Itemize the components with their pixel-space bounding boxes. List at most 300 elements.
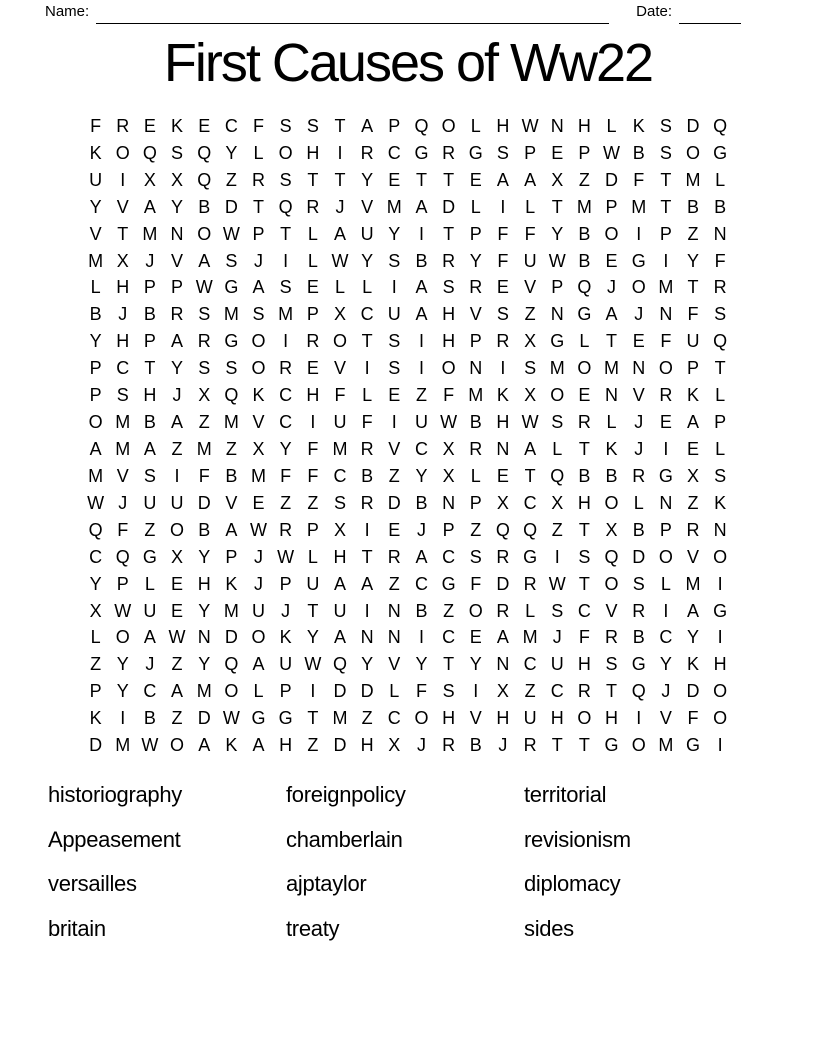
grid-letter: S (388, 331, 401, 352)
grid-letter: L (362, 277, 373, 298)
grid-letter: B (578, 250, 591, 271)
grid-letter: T (524, 465, 536, 486)
grid-letter: P (605, 196, 618, 217)
grid-letter: D (496, 573, 510, 594)
grid-letter: Y (469, 250, 482, 271)
grid-letter: A (252, 654, 265, 675)
grid-letter: N (387, 600, 401, 621)
grid-letter: A (333, 627, 346, 648)
grid-letter: A (198, 735, 211, 756)
grid-letter: T (660, 169, 672, 190)
grid-letter: Y (116, 654, 129, 675)
grid-letter: I (663, 439, 669, 460)
grid-letter: L (253, 142, 264, 163)
grid-letter: M (115, 735, 131, 756)
grid-letter: X (687, 465, 700, 486)
grid-letter: U (279, 654, 293, 675)
grid-letter: Y (306, 627, 319, 648)
grid-letter: B (632, 627, 645, 648)
grid-letter: B (89, 304, 102, 325)
grid-letter: Y (361, 169, 374, 190)
grid-letter: V (469, 708, 482, 729)
grid-letter: Y (89, 573, 102, 594)
grid-letter: F (687, 304, 699, 325)
grid-letter: I (418, 358, 424, 379)
grid-letter: E (252, 492, 265, 513)
grid-letter: Z (443, 600, 455, 621)
grid-letter: I (310, 412, 316, 433)
grid-letter: R (496, 600, 510, 621)
grid-letter: X (496, 681, 509, 702)
grid-letter: W (222, 223, 240, 244)
grid-letter: D (333, 681, 347, 702)
grid-letter: H (306, 142, 320, 163)
grid-letter: U (686, 331, 700, 352)
grid-letter: U (360, 223, 374, 244)
grid-letter: S (524, 358, 537, 379)
grid-letter: D (605, 169, 619, 190)
grid-letter: R (469, 439, 483, 460)
grid-letter: T (578, 573, 590, 594)
grid-letter: T (117, 223, 129, 244)
grid-letter: O (604, 573, 619, 594)
grid-letter: F (280, 465, 292, 486)
grid-letter: T (144, 358, 156, 379)
grid-letter: Z (307, 735, 319, 756)
word-list-item: revisionism (524, 826, 631, 852)
grid-letter: Q (550, 465, 565, 486)
grid-letter: C (523, 492, 537, 513)
grid-letter: U (143, 600, 157, 621)
grid-letter: P (89, 385, 102, 406)
grid-letter: Z (361, 708, 373, 729)
grid-letter: S (659, 142, 672, 163)
grid-letter: R (252, 169, 266, 190)
grid-letter: S (551, 412, 564, 433)
grid-letter: R (116, 115, 130, 136)
grid-letter: F (90, 115, 102, 136)
grid-letter: J (634, 439, 644, 460)
grid-letter: M (115, 439, 131, 460)
grid-letter: Q (604, 546, 619, 567)
grid-letter: I (391, 277, 397, 298)
grid-letter: Y (361, 654, 374, 675)
grid-letter: F (687, 708, 699, 729)
grid-letter: Y (687, 627, 700, 648)
grid-letter: I (500, 358, 506, 379)
grid-letter: A (89, 439, 102, 460)
grid-letter: P (143, 331, 156, 352)
grid-letter: P (116, 573, 129, 594)
grid-letter: G (278, 708, 293, 729)
grid-letter: M (251, 465, 267, 486)
grid-letter: R (523, 573, 537, 594)
date-label: Date: (636, 3, 672, 20)
grid-letter: Z (171, 654, 183, 675)
grid-letter: Q (414, 115, 429, 136)
grid-letter: R (632, 465, 646, 486)
grid-letter: S (198, 358, 211, 379)
grid-letter: M (631, 196, 647, 217)
grid-letter: V (605, 600, 618, 621)
grid-letter: P (659, 223, 672, 244)
grid-letter: Z (171, 708, 183, 729)
grid-letter: Q (224, 654, 239, 675)
grid-letter: R (469, 277, 483, 298)
grid-letter: B (415, 492, 428, 513)
grid-letter: O (251, 627, 266, 648)
grid-letter: J (607, 277, 617, 298)
grid-letter: M (549, 358, 565, 379)
grid-letter: B (415, 250, 428, 271)
grid-letter: S (225, 250, 238, 271)
grid-letter: O (332, 331, 347, 352)
grid-letter: B (143, 708, 156, 729)
grid-letter: O (88, 412, 103, 433)
grid-letter: I (636, 708, 642, 729)
grid-letter: I (391, 412, 397, 433)
grid-letter: J (498, 735, 508, 756)
grid-letter: G (631, 654, 646, 675)
grid-letter: P (306, 519, 319, 540)
grid-letter: W (521, 412, 539, 433)
grid-letter: T (551, 196, 563, 217)
grid-letter: M (223, 600, 239, 621)
word-list-item: Appeasement (48, 826, 181, 852)
grid-letter: B (578, 465, 591, 486)
grid-letter: T (578, 439, 590, 460)
grid-letter: S (442, 277, 455, 298)
grid-letter: Z (144, 519, 156, 540)
grid-letter: I (120, 169, 126, 190)
grid-letter: P (89, 358, 102, 379)
grid-letter: R (197, 331, 211, 352)
grid-letter: P (551, 277, 564, 298)
grid-letter: G (224, 277, 239, 298)
grid-letter: M (658, 277, 674, 298)
grid-letter: L (470, 465, 481, 486)
grid-letter: F (497, 250, 509, 271)
grid-letter: R (360, 142, 374, 163)
grid-letter: T (660, 196, 672, 217)
grid-letter: F (307, 465, 319, 486)
grid-letter: U (550, 654, 564, 675)
grid-letter: C (116, 358, 130, 379)
grid-letter: G (251, 708, 266, 729)
grid-letter: H (442, 708, 456, 729)
grid-letter: X (333, 519, 346, 540)
grid-letter: S (171, 142, 184, 163)
grid-letter: W (603, 142, 621, 163)
grid-letter: O (631, 277, 646, 298)
grid-letter: F (714, 250, 726, 271)
grid-letter: M (278, 304, 294, 325)
grid-letter: T (361, 546, 373, 567)
grid-letter: V (659, 708, 672, 729)
date-blank-line (679, 7, 741, 24)
grid-letter: Q (495, 519, 510, 540)
grid-letter: N (550, 304, 564, 325)
grid-letter: D (632, 546, 646, 567)
grid-letter: C (89, 546, 103, 567)
grid-letter: J (634, 412, 644, 433)
grid-letter: X (551, 169, 564, 190)
grid-letter: E (687, 439, 700, 460)
grid-letter: J (552, 627, 562, 648)
grid-letter: Z (551, 519, 563, 540)
grid-letter: E (659, 412, 672, 433)
word-list-item: historiography (48, 782, 182, 808)
grid-letter: R (442, 735, 456, 756)
grid-letter: P (171, 277, 184, 298)
grid-letter: I (364, 519, 370, 540)
grid-letter: Y (551, 223, 564, 244)
grid-letter: J (416, 735, 426, 756)
grid-letter: J (172, 385, 182, 406)
grid-letter: E (469, 169, 482, 190)
grid-letter: N (469, 358, 483, 379)
grid-letter: X (388, 735, 401, 756)
grid-letter: W (168, 627, 186, 648)
grid-letter: F (633, 169, 645, 190)
grid-letter: M (196, 681, 212, 702)
grid-letter: D (224, 627, 238, 648)
grid-letter: S (333, 492, 346, 513)
grid-letter: A (361, 573, 374, 594)
grid-letter: N (442, 492, 456, 513)
grid-letter: H (550, 708, 564, 729)
grid-letter: D (89, 735, 103, 756)
grid-letter: H (496, 115, 510, 136)
grid-letter: I (500, 196, 506, 217)
grid-letter: A (225, 519, 238, 540)
grid-letter: R (387, 546, 401, 567)
grid-letter: J (416, 519, 426, 540)
grid-letter: Y (415, 465, 428, 486)
grid-letter: T (334, 115, 346, 136)
grid-letter: P (388, 115, 401, 136)
grid-letter: A (143, 627, 156, 648)
grid-letter: U (252, 600, 266, 621)
grid-letter: C (143, 681, 157, 702)
grid-letter: S (496, 304, 509, 325)
grid-letter: Z (198, 412, 210, 433)
grid-letter: M (196, 439, 212, 460)
grid-letter: O (577, 358, 592, 379)
grid-letter: B (469, 735, 482, 756)
grid-letter: N (659, 304, 673, 325)
grid-letter: Y (89, 331, 102, 352)
grid-letter: N (713, 223, 727, 244)
grid-letter: G (713, 600, 728, 621)
grid-letter: H (360, 735, 374, 756)
grid-letter: E (496, 465, 509, 486)
grid-letter: A (333, 573, 346, 594)
grid-letter: O (686, 142, 701, 163)
grid-letter: M (576, 196, 592, 217)
grid-letter: O (468, 600, 483, 621)
grid-letter: P (442, 519, 455, 540)
grid-letter: M (223, 412, 239, 433)
grid-letter: U (387, 304, 401, 325)
grid-letter: R (442, 142, 456, 163)
grid-letter: L (715, 169, 726, 190)
grid-letter: A (143, 439, 156, 460)
grid-letter: V (388, 439, 401, 460)
grid-letter: O (713, 681, 728, 702)
grid-letter: V (89, 223, 102, 244)
grid-letter: V (116, 465, 129, 486)
grid-letter: S (714, 304, 727, 325)
grid-letter: B (361, 465, 374, 486)
grid-letter: B (687, 196, 700, 217)
grid-letter: Q (88, 519, 103, 540)
grid-letter: O (224, 681, 239, 702)
grid-letter: Q (713, 115, 728, 136)
grid-letter: R (360, 492, 374, 513)
grid-letter: D (686, 681, 700, 702)
grid-letter: Q (142, 142, 157, 163)
grid-letter: L (715, 439, 726, 460)
grid-letter: L (253, 681, 264, 702)
grid-letter: Y (198, 654, 211, 675)
grid-letter: X (524, 385, 537, 406)
grid-letter: T (443, 223, 455, 244)
grid-letter: D (224, 196, 238, 217)
grid-letter: U (306, 573, 320, 594)
grid-letter: K (605, 439, 618, 460)
grid-letter: E (171, 573, 184, 594)
grid-letter: Y (89, 196, 102, 217)
grid-letter: B (143, 304, 156, 325)
grid-letter: K (225, 735, 238, 756)
grid-letter: K (687, 385, 700, 406)
grid-letter: Y (659, 654, 672, 675)
grid-letter: A (333, 223, 346, 244)
grid-letter: P (469, 331, 482, 352)
grid-letter: W (521, 115, 539, 136)
grid-letter: G (142, 546, 157, 567)
grid-letter: T (307, 708, 319, 729)
grid-letter: I (717, 573, 723, 594)
grid-letter: R (632, 600, 646, 621)
grid-letter: W (222, 708, 240, 729)
grid-letter: J (634, 304, 644, 325)
grid-letter: P (524, 142, 537, 163)
grid-letter: L (362, 385, 373, 406)
grid-letter: M (142, 223, 158, 244)
grid-letter: R (605, 627, 619, 648)
grid-letter: V (632, 385, 645, 406)
grid-letter: Z (524, 681, 536, 702)
grid-letter: A (171, 412, 184, 433)
grid-letter: T (361, 331, 373, 352)
grid-letter: R (442, 250, 456, 271)
grid-letter: L (389, 681, 400, 702)
grid-letter: N (496, 654, 510, 675)
grid-letter: X (171, 546, 184, 567)
grid-letter: Z (225, 169, 237, 190)
grid-letter: C (360, 304, 374, 325)
grid-letter: W (304, 654, 322, 675)
grid-letter: M (223, 304, 239, 325)
grid-letter: E (306, 358, 319, 379)
grid-letter: P (143, 277, 156, 298)
grid-letter: K (632, 115, 645, 136)
grid-letter: X (442, 465, 455, 486)
grid-letter: J (254, 250, 264, 271)
grid-letter: I (364, 358, 370, 379)
grid-letter: O (550, 385, 565, 406)
grid-letter: G (658, 465, 673, 486)
grid-letter: J (661, 681, 671, 702)
grid-letter: Y (198, 600, 211, 621)
grid-letter: J (335, 196, 345, 217)
grid-letter: Y (171, 196, 184, 217)
grid-letter: C (414, 573, 428, 594)
grid-letter: S (551, 600, 564, 621)
grid-letter: T (687, 277, 699, 298)
grid-letter: R (360, 439, 374, 460)
grid-letter: N (632, 358, 646, 379)
grid-letter: R (279, 358, 293, 379)
grid-letter: Z (415, 385, 427, 406)
grid-letter: A (605, 304, 618, 325)
grid-letter: O (278, 142, 293, 163)
grid-letter: M (685, 573, 701, 594)
grid-letter: B (198, 196, 211, 217)
grid-letter: Z (388, 465, 400, 486)
grid-letter: L (90, 627, 101, 648)
grid-letter: O (170, 735, 185, 756)
grid-letter: Y (361, 250, 374, 271)
grid-letter: P (469, 492, 482, 513)
grid-letter: R (686, 519, 700, 540)
grid-letter: K (89, 708, 102, 729)
grid-letter: G (550, 331, 565, 352)
grid-letter: L (552, 439, 563, 460)
grid-letter: P (469, 223, 482, 244)
grid-letter: T (714, 358, 726, 379)
grid-letter: S (578, 546, 591, 567)
grid-letter: Z (307, 492, 319, 513)
grid-letter: G (713, 142, 728, 163)
grid-letter: M (658, 735, 674, 756)
grid-letter: P (89, 681, 102, 702)
grid-letter: C (659, 627, 673, 648)
grid-letter: J (281, 600, 291, 621)
grid-letter: Z (687, 223, 699, 244)
grid-letter: U (523, 250, 537, 271)
grid-letter: T (606, 331, 618, 352)
grid-letter: N (605, 385, 619, 406)
grid-letter: B (714, 196, 727, 217)
grid-letter: W (87, 492, 105, 513)
grid-letter: B (578, 223, 591, 244)
grid-letter: Y (469, 654, 482, 675)
grid-letter: F (334, 385, 346, 406)
grid-letter: D (333, 735, 347, 756)
grid-letter: T (443, 169, 455, 190)
word-list-item: diplomacy (524, 871, 621, 897)
grid-letter: L (660, 573, 671, 594)
grid-letter: W (277, 546, 295, 567)
grid-letter: W (114, 600, 132, 621)
grid-letter: Z (280, 492, 292, 513)
grid-letter: T (334, 169, 346, 190)
grid-letter: V (252, 412, 265, 433)
grid-letter: D (360, 681, 374, 702)
